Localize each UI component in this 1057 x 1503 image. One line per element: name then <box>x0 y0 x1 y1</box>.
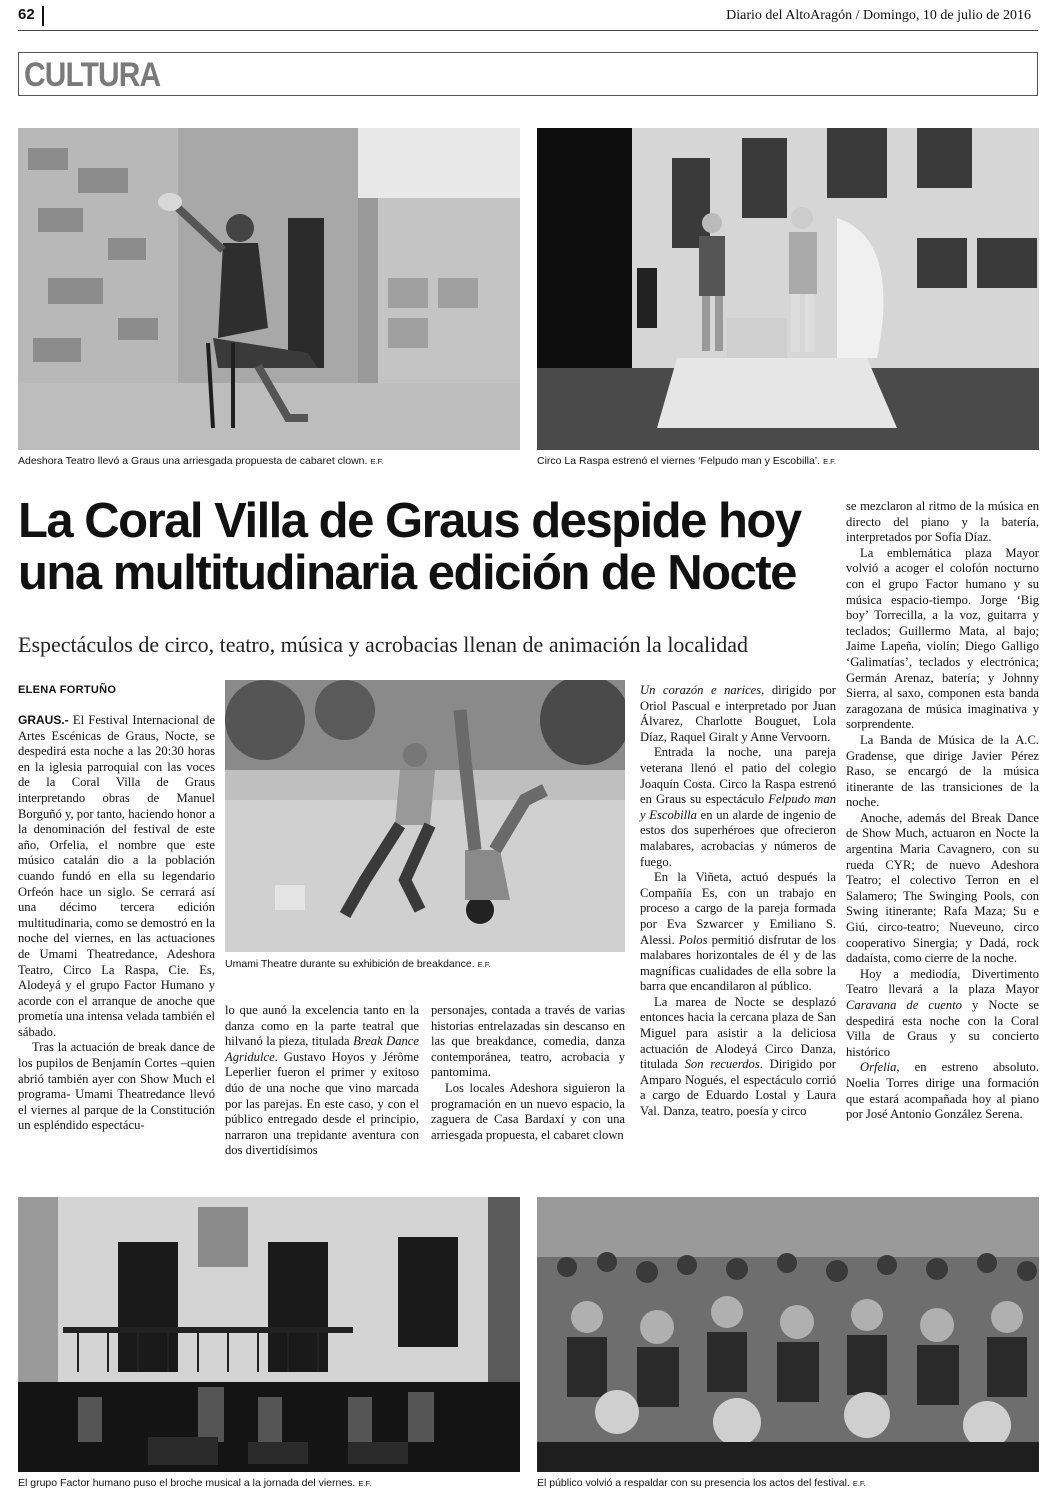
paragraph: Tras la actuación de break dance de los pupilos de Benjamín Cortes –quien abrió también ayer con Show Much el programa- Umami Theatredance llevó el viernes al parque de la Constitución un espléndido espectácu- <box>18 1040 215 1133</box>
paragraph <box>640 995 836 1120</box>
paragraph-text: dirigido por Oriol Pascual e interpretado por Juan Álvarez, Charlotte Bouguet, Lola Díaz, Raquel Giralt y Anne Vervoorn. <box>640 683 836 744</box>
paragraph: se mezclaron al ritmo de la música en directo del piano y la batería, interpretados por Sofía Díaz. <box>846 499 1039 545</box>
publication-date: Diario del AltoAragón / Domingo, 10 de julio de 2016 <box>726 8 1031 23</box>
page-number: 62 <box>18 6 35 23</box>
caption-publico <box>537 1477 866 1489</box>
photo-umami <box>225 680 625 952</box>
article-column-3 <box>431 1003 625 1143</box>
paragraph: Los locales Adeshora siguieron la programación en un nuevo espacio, la zaguera de Casa Bardaxí y con una arriesgada propuesta, el cabaret clown <box>431 1080 625 1142</box>
photo-cabaret <box>18 128 520 450</box>
paragraph <box>225 1003 419 1159</box>
headline-line-2: una multitudinaria edición de Nocte <box>18 546 796 600</box>
caption-text: Adeshora Teatro llevó a Graus una arriesgada propuesta de cabaret clown. <box>18 455 368 467</box>
headline-line-1: La Coral Villa de Graus despide hoy <box>18 494 801 548</box>
paragraph: personajes, contada a través de varias historias entrelazadas sin descanso en las que breakdance, comedia, danza contemporánea, teatro, acrobacia y pantomima. <box>431 1003 625 1080</box>
work-title: Un corazón e narices, <box>640 683 765 697</box>
caption-circo <box>537 455 836 467</box>
article-column-5 <box>846 499 1039 1123</box>
headline <box>18 495 848 599</box>
byline: ELENA FORTUÑO <box>18 684 117 696</box>
paragraph: La Banda de Música de la A.C. Gradense, que dirige Javier Pérez Raso, se encargó de la música itinerante de las transiciones de la noche. <box>846 732 1039 810</box>
paragraph-text: en un alarde de ingenio de estos dos superhéroes que ofrecieron malabares, acrobacias y números de fuego. <box>640 807 836 869</box>
article-column-2 <box>225 1003 419 1159</box>
paragraph <box>640 870 836 995</box>
paragraph <box>846 967 1039 1061</box>
paragraph <box>640 745 836 870</box>
photo-credit: E.F. <box>852 1479 866 1488</box>
caption-text: Circo La Raspa estrenó el viernes ‘Felpudo man y Escobilla’. <box>537 455 821 467</box>
caption-factor-humano <box>18 1477 371 1489</box>
work-title: Felpudo man y Escobilla <box>640 792 836 822</box>
dateline: GRAUS.- <box>18 713 69 727</box>
photo-publico <box>537 1197 1039 1472</box>
section-title: CULTURA <box>24 56 161 94</box>
paragraph-text: Hoy a mediodía, Divertimento Teatro llevará a la plaza Mayor <box>846 966 1039 997</box>
subheadline: Espectáculos de circo, teatro, música y acrobacias llenan de animación la localidad <box>18 632 748 657</box>
work-title: Polos <box>678 932 708 947</box>
photo-credit: E.F. <box>370 457 384 466</box>
paragraph-text: . Gustavo Hoyos y Jérôme Leperlier fueron el primer y exitoso dúo de una noche que vino marcada por las parejas. En este caso, y con el público entregado desde el principio, narraron una trepidante aventura con dos divertidísimos <box>225 1049 419 1158</box>
paragraph-text: En la Viñeta, actuó después la Compañía Es, con un trabajo en proceso a cargo de la pareja formada por Eva Szwarcer y Emiliano S. Alessi. <box>640 870 836 947</box>
work-title: Son recuerdos <box>684 1057 760 1072</box>
photo-credit: E.F. <box>823 457 836 466</box>
caption-cabaret <box>18 455 383 467</box>
caption-text: El público volvió a respaldar con su presencia los actos del festival. <box>537 1477 850 1489</box>
photo-credit: E.F. <box>477 960 491 969</box>
paragraph-text: lo que aunó la excelencia tanto en la danza como en la parte teatral que hilvanó la pieza, titulada <box>225 1003 419 1049</box>
header-rule <box>18 30 1038 31</box>
paragraph <box>846 1060 1039 1122</box>
photo-credit: E.F. <box>358 1479 372 1488</box>
paragraph-text: La marea de Nocte se desplazó entonces hacia la cercana plaza de San Miguel para asistir a la deliciosa actuación de Alodeyá Circo Danza, titulada <box>640 994 836 1072</box>
caption-text: El grupo Factor humano puso el broche musical a la jornada del viernes. <box>18 1477 356 1489</box>
work-title: Caravana de cuento <box>846 998 962 1012</box>
caption-text: Umami Theatre durante su exhibición de breakdance. <box>225 958 475 970</box>
paragraph-text: y Nocte se despedirá esta noche con la Coral Villa de Graus y su concierto histórico <box>846 998 1039 1059</box>
section-banner <box>18 52 1038 96</box>
page-number-divider <box>42 6 44 26</box>
work-title: Break Dance Agridulce <box>225 1034 419 1064</box>
photo-factor-humano <box>18 1197 520 1472</box>
paragraph-text: permitió disfrutar de los malabares horizontales de él y de las magníficas cualidades de ella sobre la barra que encandilaron al público. <box>640 932 837 994</box>
caption-umami <box>225 958 491 970</box>
paragraph: Anoche, además del Break Dance de Show Much, actuaron en Nocte la argentina Maria Cavagnero, con su rueda CYR; de nuevo Adeshora Teatro; el colectivo Terron en el Salamero; The Swinging Pools, con Swing itinerante; Rafa Maza; Su e Giú, circo-teatro; Nueveuno, circo cooperativo Sinergia; y Dadá, rock dadaísta, como cierre de la noche. <box>846 810 1039 966</box>
paragraph: La emblemática plaza Mayor volvió a acoger el colofón nocturno con el grupo Factor humano y su música espacio-tiempo. Jorge ‘Big boy’ Torrecilla, a la voz, guitarra y teclados; Guillermo Mata, al bajo; Jaime Lapeña, violín; Diego Galligo ‘Galimatías’, teclados y electrónica; Germán Arenaz, batería; y Johnny Sierra, al saxo, componen esta banda zaragozana de música imaginativa y sorprendente. <box>846 545 1039 732</box>
paragraph <box>18 713 215 1040</box>
photo-circo <box>537 128 1039 450</box>
article-column-1 <box>18 713 215 1134</box>
paragraph-text: El Festival Internacional de Artes Escénicas de Graus, Nocte, se despedirá esta noche a las 20:30 horas en la iglesia parroquial con las voces de la Coral Villa de Graus interpretando obras de Manuel Borguñó y, por tanto, haciendo honor a la denominación del festival de este año, Orfelia, el nombre que este músico catalán dio a la población cuando fundó en ella su legendario Orfeón hace un siglo. Se cerrará así una décimo tercera edición multitudinaria, como se demostró en la noche del viernes, en las actuaciones de Umami Theatredance, Adeshora Teatro, Circo La Raspa, Cie. Es, Alodeyá y el grupo Factor Humano y acorde con el arranque de anoche que prometía una intensa velada también el sábado. <box>18 713 215 1039</box>
paragraph-text: Entrada la noche, una pareja veterana llenó el patio del colegio Joaquín Costa. Circo la Raspa estrenó en Graus su espectáculo <box>640 745 836 807</box>
article-column-4 <box>640 683 836 1120</box>
paragraph-text: . Dirigido por Amparo Nogués, el espectáculo corrió a cargo de Eduardo Lostal y Laura Val. Danza, teatro, poesía y circo <box>640 1057 836 1119</box>
paragraph <box>640 683 836 745</box>
work-title: Orfelia <box>860 1060 897 1075</box>
paragraph-text: , en estreno absoluto. Noelia Torres dirige una formación que estará acompañada hoy al piano por José Antonio González Serena. <box>846 1060 1039 1122</box>
